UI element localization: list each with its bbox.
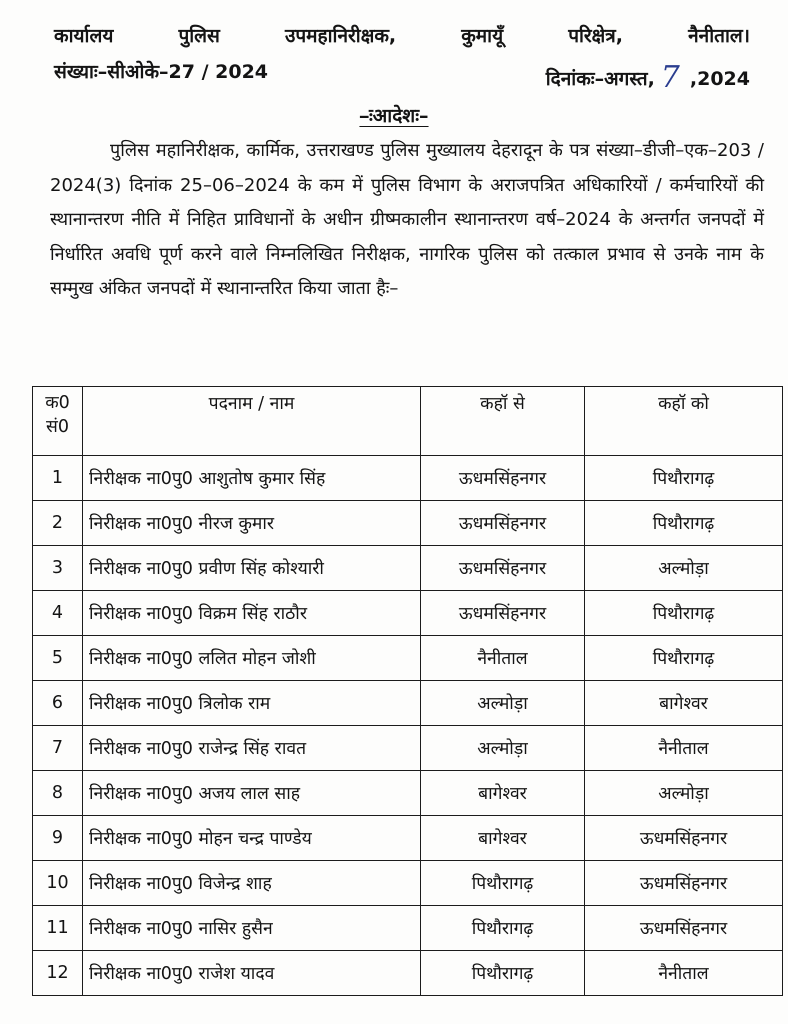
handwritten-day: 7 [660,60,680,95]
header-serial-line1: क0 [45,393,70,413]
name-cell: निरीक्षक ना0पु0 प्रवीण सिंह कोश्यारी [83,546,421,591]
office-word: कार्यालय [54,25,114,47]
from-cell: अल्मोड़ा [421,726,585,771]
table-row [33,456,783,501]
name-cell: निरीक्षक ना0पु0 राजेन्द्र सिंह रावत [83,726,421,771]
name-cell: निरीक्षक ना0पु0 विजेन्द्र शाह [83,861,421,906]
to-cell: ऊधमसिंहनगर [585,816,783,861]
to-cell: बागेश्वर [585,681,783,726]
table-row [33,951,783,996]
to-cell: पिथौरागढ़ [585,456,783,501]
office-word: पुलिस [178,25,220,47]
table-row [33,771,783,816]
serial-cell: 10 [33,861,83,906]
serial-cell: 8 [33,771,83,816]
name-cell: निरीक्षक ना0पु0 विक्रम सिंह राठौर [83,591,421,636]
from-cell: पिथौरागढ़ [421,951,585,996]
to-cell: ऊधमसिंहनगर [585,906,783,951]
header-from: कहॉ से [421,387,585,456]
header-serial-line2: सं0 [46,417,69,437]
name-cell: निरीक्षक ना0पु0 नासिर हुसैन [83,906,421,951]
serial-cell: 6 [33,681,83,726]
from-cell: पिथौरागढ़ [421,906,585,951]
table-row [33,591,783,636]
letter-number: संख्याः–सीओके–27 / 2024 [54,61,269,83]
table-row [33,861,783,906]
from-cell: अल्मोड़ा [421,681,585,726]
table-row [33,726,783,771]
to-cell: अल्मोड़ा [585,771,783,816]
serial-cell: 4 [33,591,83,636]
to-cell: पिथौरागढ़ [585,636,783,681]
transfer-table [32,386,783,996]
serial-cell: 2 [33,501,83,546]
from-cell: पिथौरागढ़ [421,861,585,906]
date-year: ,2024 [689,68,750,90]
to-cell: पिथौरागढ़ [585,501,783,546]
from-cell: बागेश्वर [421,771,585,816]
serial-cell: 9 [33,816,83,861]
date-prefix: दिनांकः–अगस्त, [545,68,655,90]
serial-cell: 7 [33,726,83,771]
office-word: परिक्षेत्र, [568,25,624,47]
to-cell: पिथौरागढ़ [585,591,783,636]
from-cell: ऊधमसिंहनगर [421,591,585,636]
table-row [33,501,783,546]
name-cell: निरीक्षक ना0पु0 अजय लाल साह [83,771,421,816]
header-name: पदनाम / नाम [83,387,421,456]
to-cell: अल्मोड़ा [585,546,783,591]
table-row [33,906,783,951]
from-cell: ऊधमसिंहनगर [421,501,585,546]
name-cell: निरीक्षक ना0पु0 राजेश यादव [83,951,421,996]
serial-cell: 11 [33,906,83,951]
name-cell: निरीक्षक ना0पु0 त्रिलोक राम [83,681,421,726]
table-body [33,456,783,996]
serial-cell: 12 [33,951,83,996]
from-cell: नैनीताल [421,636,585,681]
table-row [33,636,783,681]
header-to: कहॉ को [585,387,783,456]
order-title-text: –ःआदेशः– [359,105,429,127]
serial-cell: 1 [33,456,83,501]
table-header-row [33,387,783,456]
from-cell: बागेश्वर [421,816,585,861]
to-cell: नैनीताल [585,951,783,996]
table-row [33,681,783,726]
office-word: उपमहानिरीक्षक, [284,25,397,47]
name-cell: निरीक्षक ना0पु0 आशुतोष कुमार सिंह [83,456,421,501]
reference-line [54,58,750,93]
to-cell: ऊधमसिंहनगर [585,861,783,906]
name-cell: निरीक्षक ना0पु0 नीरज कुमार [83,501,421,546]
office-heading [54,22,750,48]
name-cell: निरीक्षक ना0पु0 ललित मोहन जोशी [83,636,421,681]
transfer-table-wrap [32,386,782,996]
order-title [0,102,788,128]
body-paragraph: पुलिस महानिरीक्षक, कार्मिक, उत्तराखण्ड पुलिस मुख्यालय देहरादून के पत्र संख्या–डीजी–एक–203 / 2024(3) दिनांक 25–06–2024 के कम में पुलिस विभाग के अराजपत्रित अधिकारियों / कर्मचारियों की स्थानान्तरण नीति में निहित प्राविधानों के अधीन ग्रीष्मकालीन स्थानान्तरण वर्ष–2024 के अन्तर्गत जनपदों में निर्धारित अवधि पूर्ण करने वाले निम्नलिखित निरीक्षक, नागरिक पुलिस को तत्काल प्रभाव से उनके नाम के सम्मुख अंकित जनपदों में स्थानान्तरित किया जाता हैः– [50,140,764,299]
header-serial [33,387,83,456]
serial-cell: 5 [33,636,83,681]
from-cell: ऊधमसिंहनगर [421,546,585,591]
office-word: कुमायूँ [461,25,504,47]
to-cell: नैनीताल [585,726,783,771]
name-cell: निरीक्षक ना0पु0 मोहन चन्द्र पाण्डेय [83,816,421,861]
from-cell: ऊधमसिंहनगर [421,456,585,501]
table-row [33,816,783,861]
office-word: नैनीताल। [688,25,750,47]
letter-date [546,58,750,93]
table-row [33,546,783,591]
serial-cell: 3 [33,546,83,591]
